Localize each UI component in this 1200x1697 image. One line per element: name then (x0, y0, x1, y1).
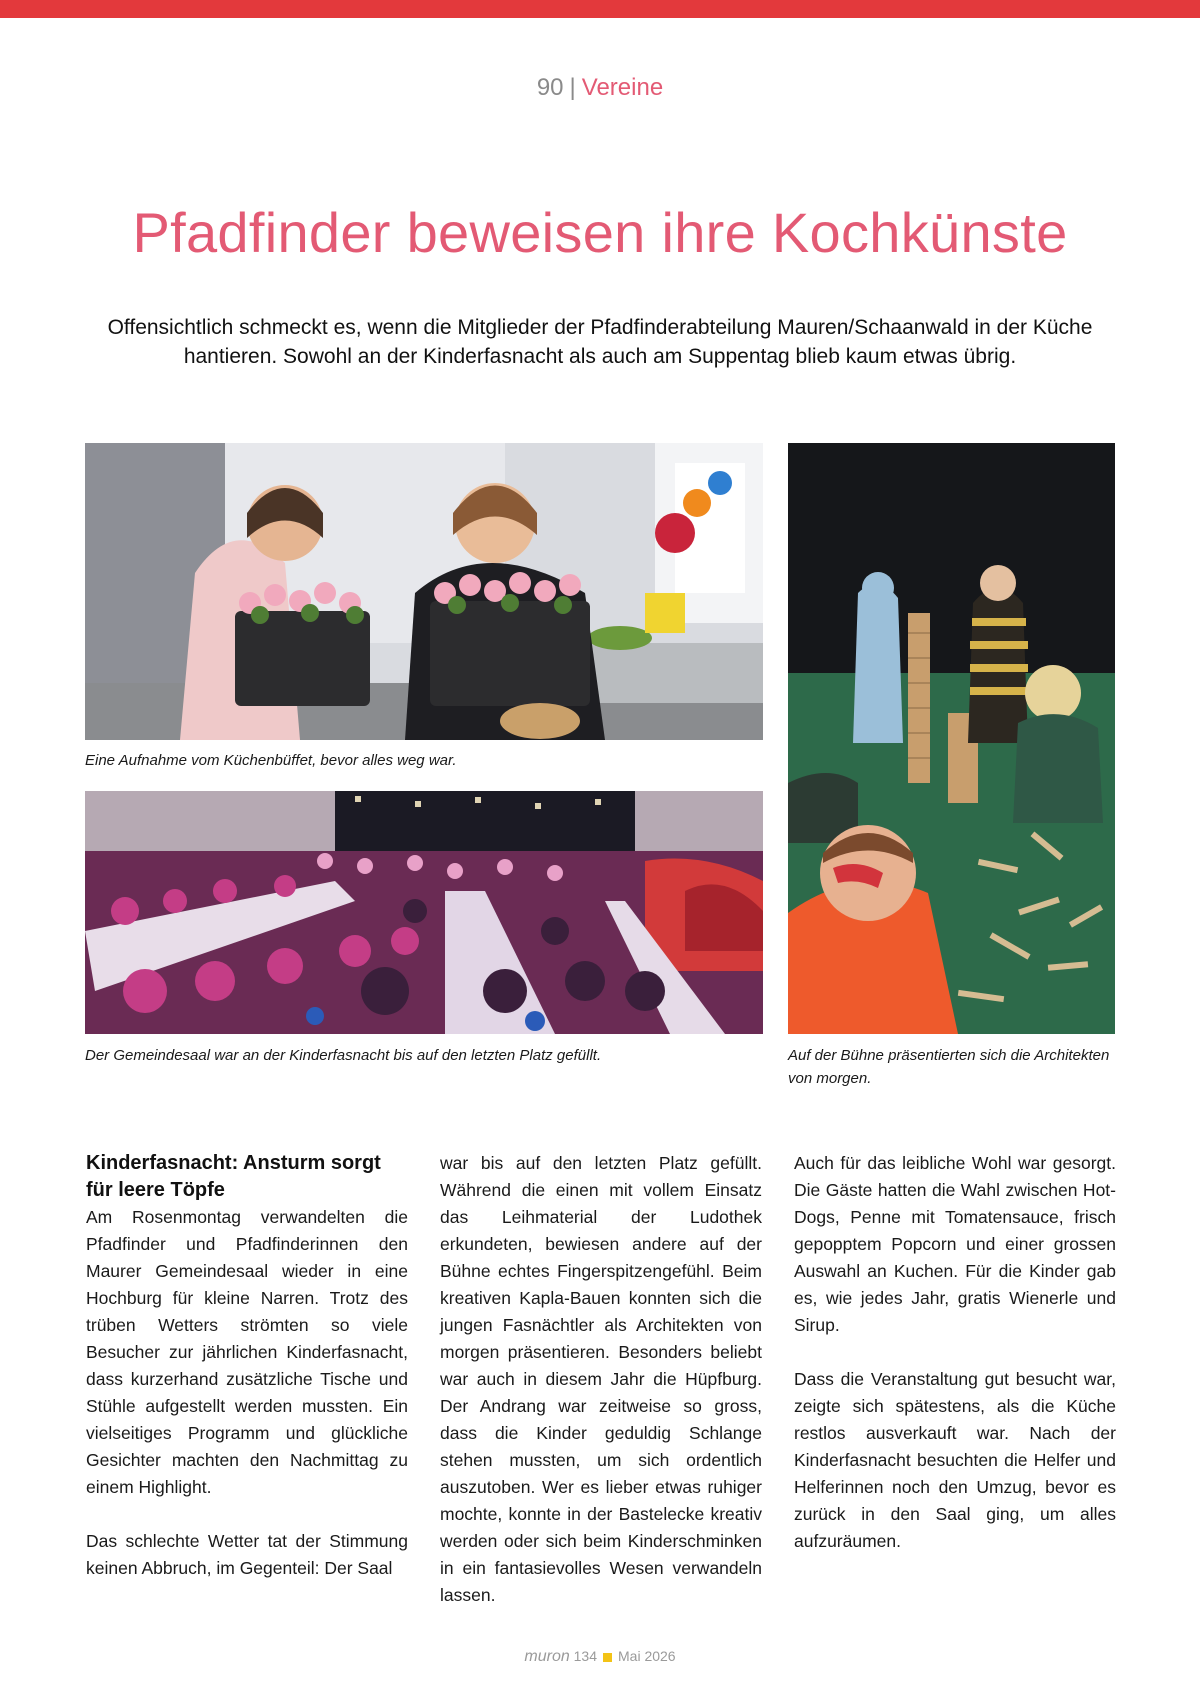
yellow-square-icon (603, 1653, 612, 1662)
paragraph-4: Dass die Veranstaltung gut besucht war, zeigte sich spätestens, als die Küche restlos ausverkauft war. Nach der Kinderfasnacht besuchten die Helfer und Helferinnen noch den Umzug, bevor es zurück in den Saal ging, um alles aufzuräumen. (794, 1369, 1116, 1551)
article-subheading: Kinderfasnacht: Ansturm sorgt für leere Töpfe (86, 1152, 381, 1201)
caption-kitchen-buffet: Eine Aufnahme vom Küchenbüffet, bevor alles weg war. (85, 752, 457, 769)
section-name: Vereine (581, 74, 664, 101)
caption-community-hall: Der Gemeindesaal war an der Kinderfasnacht bis auf den letzten Platz gefüllt. (85, 1047, 602, 1064)
article-column-1 (86, 1150, 408, 1582)
header-separator: | (569, 74, 576, 101)
photo-kitchen-buffet (85, 443, 763, 740)
paragraph-2-part-1: Das schlechte Wetter tat der Stimmung keinen Abbruch, im Gegenteil: Der Saal (86, 1531, 408, 1578)
page-header (0, 74, 1200, 102)
caption-stage-kapla: Auf der Bühne präsentierten sich die Architekten von morgen. (788, 1047, 1110, 1087)
article-title: Pfadfinder beweisen ihre Kochkünste (132, 201, 1068, 264)
issue-number: 134 (573, 1648, 597, 1664)
article-lead: Offensichtlich schmeckt es, wenn die Mitglieder der Pfadfinderabteilung Mauren/Schaanwald in der Küche hantieren. Sowohl an der Kinderfasnacht als auch am Suppentag blieb kaum etwas übrig. (107, 316, 1093, 368)
page-number: 90 (536, 74, 564, 101)
photo-community-hall (85, 791, 763, 1034)
issue-date: Mai 2026 (618, 1648, 676, 1664)
magazine-brand: muron (524, 1648, 570, 1665)
article-column-3 (794, 1150, 1116, 1555)
paragraph-3: Auch für das leibliche Wohl war gesorgt. Die Gäste hatten die Wahl zwischen Hot-Dogs, Penne mit Tomatensauce, frisch gepopptem Popcorn und einer grossen Auswahl an Kuchen. Für die Kinder gab es, wie jedes Jahr, gratis Wienerle und Sirup. (794, 1153, 1116, 1335)
top-color-bar (0, 0, 1200, 18)
photo-stage-kapla (788, 443, 1115, 1034)
paragraph-2-part-2: war bis auf den letzten Platz gefüllt. Während die einen mit vollem Einsatz das Leihmaterial der Ludothek erkundeten, bewiesen andere auf der Bühne echtes Fingerspitzengefühl. Beim kreativen Kapla-Bauen konnten sich die jungen Fasnächtler als Architekten von morgen präsentieren. Besonders beliebt war auch in diesem Jahr die Hüpfburg. Der Andrang war zeitweise so gross, dass die Kinder geduldig Schlange stehen mussten, um sich ordentlich auszutoben. Wer es lieber etwas ruhiger mochte, konnte in der Bastelecke kreativ werden oder sich beim Kinderschminken in ein fantasievolles Wesen verwandeln lassen. (440, 1153, 762, 1605)
page-footer (0, 1648, 1200, 1666)
paragraph-1: Am Rosenmontag verwandelten die Pfadfinder und Pfadfinderinnen den Maurer Gemeindesaal wieder in eine Hochburg für kleine Narren. Trotz des trüben Wetters strömten so viele Besucher zur jährlichen Kinderfasnacht, dass kurzerhand zusätzliche Tische und Stühle aufgestellt werden mussten. Ein vielseitiges Programm und glückliche Gesichter machten den Nachmittag zu einem Highlight. (86, 1207, 408, 1497)
article-column-2 (440, 1150, 762, 1609)
